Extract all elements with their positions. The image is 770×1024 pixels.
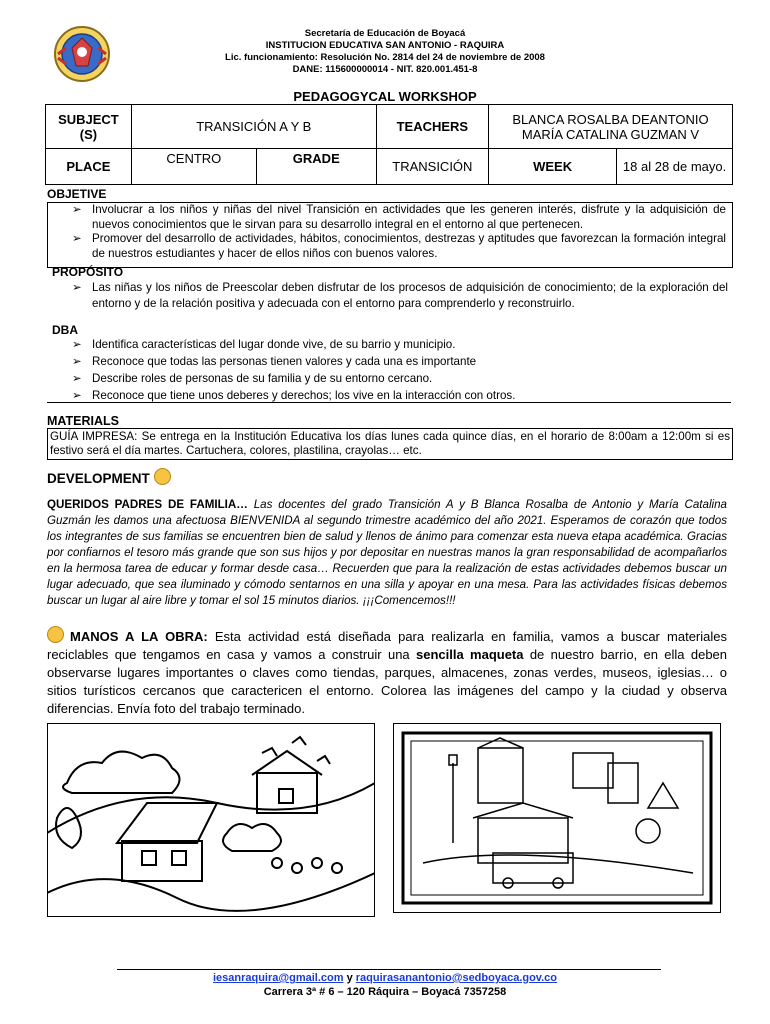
week-value: 18 al 28 de mayo. xyxy=(617,149,733,185)
header-line-4: DANE: 115600000014 - NIT. 820.001.451-8 xyxy=(292,64,478,75)
activity-strong: sencilla maqueta xyxy=(416,647,524,662)
greeting-bold: QUERIDOS PADRES DE FAMILIA… xyxy=(47,498,248,511)
grade-label: GRADE xyxy=(256,149,376,185)
dba-list xyxy=(48,336,728,404)
arrow-bullet-icon: ➢ xyxy=(72,281,82,294)
arrow-bullet-icon: ➢ xyxy=(72,372,82,385)
dba-item: ➢ Describe roles de personas de su familia y de su entorno cercano. xyxy=(72,372,433,385)
email-link-2[interactable]: raquirasanantonio@sedboyaca.gov.co xyxy=(355,972,558,984)
objective-label: OBJETIVE xyxy=(47,187,107,201)
week-label: WEEK xyxy=(489,149,617,185)
subject-label: SUBJECT (S) xyxy=(46,105,132,149)
arrow-bullet-icon: ➢ xyxy=(72,338,82,351)
dba-divider xyxy=(47,402,731,403)
greeting-paragraph xyxy=(47,497,727,609)
grade-value: TRANSICIÓN xyxy=(376,149,488,185)
arrow-bullet-icon: ➢ xyxy=(72,389,82,402)
objective-item: ➢ Involucrar a los niños y niñas del nivel Transición en actividades que les generen interés, disfrute y la adquisición de nuevos conocimientos que le sirvan para su desarrollo integral en el entorno al que pertenecen. xyxy=(72,203,726,231)
city-coloring-image xyxy=(393,723,721,913)
proposito-item: ➢ Las niñas y los niños de Preescolar deben disfrutar de los procesos de adquisición de conocimiento; de la exploración del entorno y de la relación positiva y adecuada con el entorno para comprenderlo y reconstruirlo. xyxy=(72,281,728,310)
page-title: PEDAGOGYCAL WORKSHOP xyxy=(293,89,477,104)
teacher-2: MARÍA CATALINA GUZMAN V xyxy=(521,126,700,142)
arrow-bullet-icon: ➢ xyxy=(72,203,82,216)
materials-label: MATERIALS xyxy=(47,414,119,428)
activity-text-2: de nuestro barrio, en ella deben observarse lugares importantes o claves como tiendas, parques, almacenes, zonas verdes, museos, iglesias… o sitios turísticos cercanos que caractericen el entorno. Colorea las imágenes del campo y la ciudad y observa diferencias. Envía foto del trabajo terminado. xyxy=(47,647,728,716)
email-link-1[interactable]: iesanraquira@gmail.com xyxy=(212,972,344,984)
proposito-list xyxy=(48,280,728,312)
footer-emails: iesanraquira@gmail.com y raquirasanantonio@sedboyaca.gov.co xyxy=(212,972,558,984)
objective-box xyxy=(47,202,733,268)
place-value: CENTRO xyxy=(131,149,256,185)
dba-item: ➢ Reconoce que tiene unos deberes y derechos; los vive en la interacción con otros. xyxy=(72,389,516,402)
header-line-1: Secretaría de Educación de Boyacá xyxy=(304,28,466,39)
footer-divider xyxy=(117,969,661,970)
subject-value: TRANSICIÓN A Y B xyxy=(131,105,376,149)
arrow-bullet-icon: ➢ xyxy=(72,232,82,245)
footer-address: Carrera 3ª # 6 – 120 Ráquira – Boyacá 7357258 xyxy=(263,986,507,998)
teachers-value xyxy=(489,105,733,149)
info-table xyxy=(45,104,733,185)
teachers-label: TEACHERS xyxy=(376,105,488,149)
place-label: PLACE xyxy=(46,149,132,185)
objective-item: ➢ Promover del desarrollo de actividades, hábitos, conocimientos, destrezas y aptitudes que favorezcan la formación integral de nuestros estudiantes y hacer de ellos niños con buenos valores. xyxy=(72,232,726,260)
countryside-coloring-image xyxy=(47,723,375,917)
development-heading: DEVELOPMENT xyxy=(47,468,171,486)
teacher-1: BLANCA ROSALBA DEANTONIO xyxy=(512,111,709,127)
dba-label: DBA xyxy=(52,323,78,337)
proposito-label: PROPÓSITO xyxy=(52,265,124,279)
smiley-face-icon xyxy=(47,626,64,643)
header-line-2: INSTITUCION EDUCATIVA SAN ANTONIO - RAQUIRA xyxy=(265,40,505,51)
activity-text-1: Esta actividad está diseñada para realizarla en familia, vamos a buscar materiales reciclables que tengamos en casa y vamos a construir una xyxy=(47,629,727,662)
activity-bold: MANOS A LA OBRA: xyxy=(70,629,208,644)
smiley-face-icon xyxy=(154,468,171,485)
dba-item: ➢ Identifica características del lugar donde vive, de su barrio y municipio. xyxy=(72,338,456,351)
greeting-text: Las docentes del grado Transición A y B Blanca Rosalba de Antonio y María Catalina Guzmán les damos una afectuosa BIENVENIDA al segundo trimestre académico del año 2021. Esperamos de corazón que todos los integrantes de sus familias se encuentren bien de salud y llenos de ánimo para comenzar esta nueva etapa académica. Gracias por confiarnos el tesoro más grande que son sus hijos y por depositar en nuestras manos la gran responsabilidad de acompañarlos en la hermosa tarea de educar y formar desde casa… Recuerden que para la realización de estas actividades debemos buscar un lugar adecuado, que sea iluminado y cómodo sentarnos en una silla y apoyar en una mesa. Para las actividades físicas debemos buscar un lugar al aire libre y tomar el sol 15 minutos diarios. ¡¡¡Comencemos!!! xyxy=(47,498,728,607)
materials-box: GUÍA IMPRESA: Se entrega en la Institución Educativa los días lunes cada quince días, en el horario de 8:00am a 12:00m si es festivo será el día martes. Cartuchera, colores, plastilina, crayolas… etc. xyxy=(47,428,733,460)
dba-item: ➢ Reconoce que todas las personas tienen valores y cada una es importante xyxy=(72,355,477,368)
arrow-bullet-icon: ➢ xyxy=(72,355,82,368)
activity-paragraph xyxy=(47,626,727,718)
header-line-3: Lic. funcionamiento: Resolución No. 2814 del 24 de noviembre de 2008 xyxy=(225,52,545,63)
